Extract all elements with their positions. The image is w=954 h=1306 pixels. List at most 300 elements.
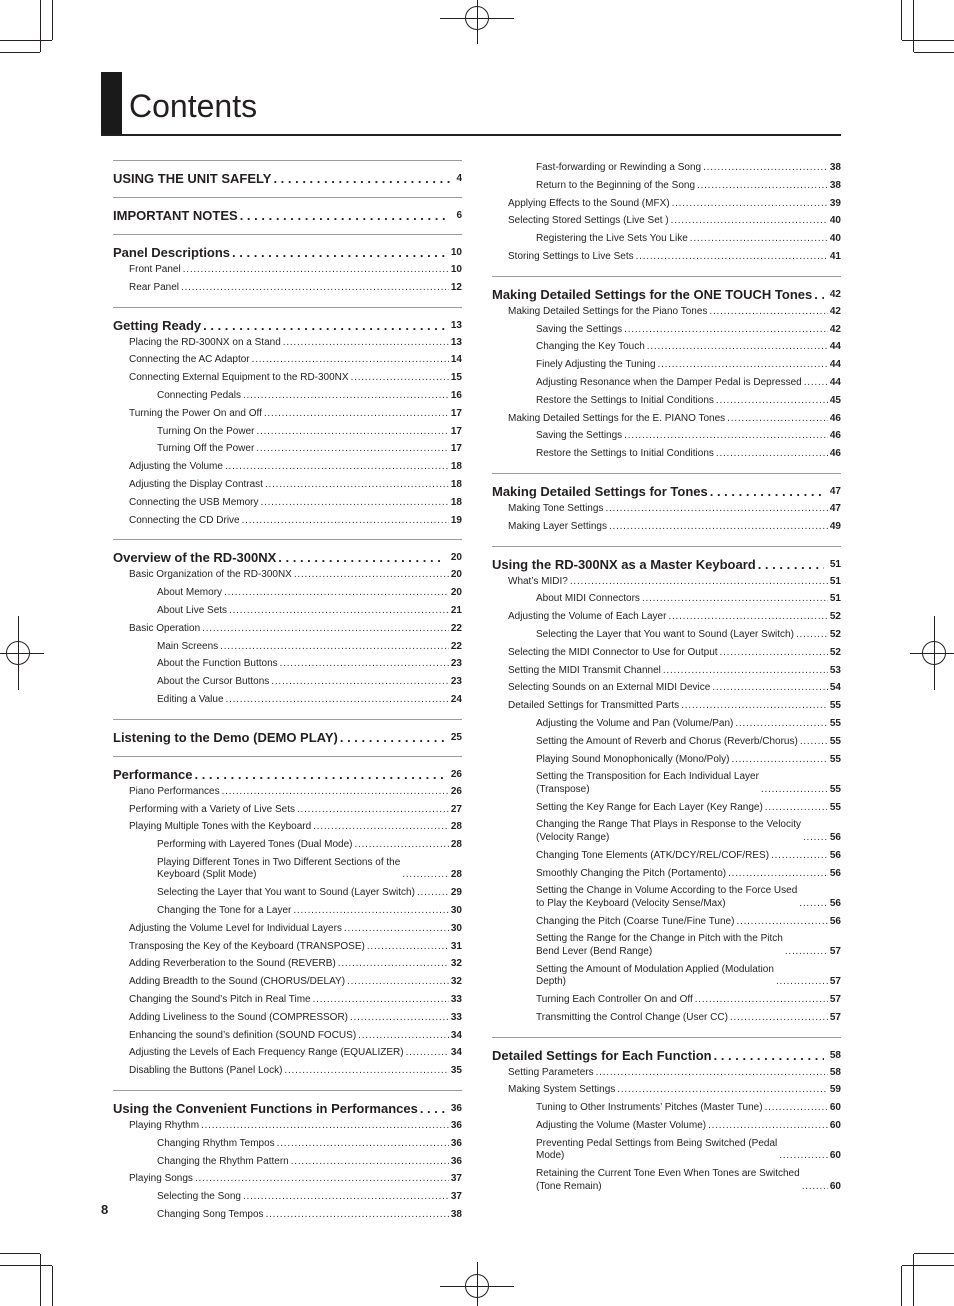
toc-label: Fast-forwarding or Rewinding a Song (536, 162, 702, 173)
leader-dots (291, 1156, 449, 1169)
toc-subentry[interactable] (492, 933, 841, 958)
leader-dots (271, 676, 449, 689)
toc-label: Return to the Beginning of the Song (536, 179, 696, 191)
toc-subentry[interactable] (492, 916, 841, 929)
leader-dots (771, 850, 828, 863)
toc-entry[interactable] (492, 251, 841, 264)
toc-page: 17 (450, 425, 462, 437)
leader-dots (735, 718, 828, 731)
toc-page: 58 (829, 1049, 841, 1061)
leader-dots (406, 1047, 449, 1060)
toc-label: Adding Breadth to the Sound (CHORUS/DELAY) (129, 976, 346, 988)
leader-dots (803, 832, 828, 845)
toc-page: 46 (829, 412, 841, 424)
leader-dots (273, 170, 450, 187)
toc-page: 55 (829, 735, 841, 747)
toc-page: 56 (829, 915, 841, 927)
leader-dots (417, 887, 449, 900)
toc-entry[interactable] (113, 804, 462, 817)
toc-label: Changing the Rhythm Pattern (157, 1155, 289, 1167)
toc-subentry[interactable] (492, 754, 841, 767)
toc-subentry[interactable] (113, 658, 462, 671)
toc-label: Using the RD-300NX as a Master Keyboard (492, 556, 756, 572)
toc-label: About Memory (157, 587, 223, 599)
toc-page: 24 (450, 693, 462, 705)
toc-page: 18 (450, 478, 462, 490)
toc-page: 22 (450, 622, 462, 634)
page-number: 8 (101, 1202, 109, 1217)
toc-page: 55 (829, 717, 841, 729)
toc-section-heading[interactable] (492, 1047, 841, 1064)
toc-entry[interactable] (113, 958, 462, 971)
toc-subentry[interactable] (492, 359, 841, 372)
crop-mark (0, 40, 52, 41)
toc-entry[interactable] (113, 282, 462, 295)
toc-subentry[interactable] (492, 629, 841, 642)
toc-page: 38 (829, 179, 841, 191)
toc-page: 56 (829, 867, 841, 879)
toc-page: 20 (450, 552, 462, 564)
toc-entry[interactable] (113, 515, 462, 528)
toc-page: 53 (829, 664, 841, 676)
toc-section (492, 160, 841, 276)
toc-page: 60 (829, 1102, 841, 1114)
leader-dots (232, 244, 445, 261)
toc-subentry[interactable] (492, 341, 841, 354)
leader-dots (203, 317, 445, 334)
toc-subentry[interactable] (492, 994, 841, 1007)
toc-entry[interactable] (113, 623, 462, 636)
toc-page: 23 (450, 658, 462, 670)
toc-subentry[interactable] (492, 802, 841, 815)
toc-label: Basic Operation (129, 622, 201, 634)
toc-entry[interactable] (113, 354, 462, 367)
leader-dots (728, 868, 828, 881)
toc-entry[interactable] (492, 1084, 841, 1097)
toc-entry[interactable] (113, 497, 462, 510)
toc-subentry[interactable] (113, 905, 462, 918)
toc-entry[interactable] (113, 1012, 462, 1025)
toc-entry[interactable] (113, 976, 462, 989)
toc-page: 47 (829, 485, 841, 497)
toc-label: Basic Organization of the RD-300NX (129, 569, 292, 581)
toc-subentry[interactable] (492, 377, 841, 390)
toc-page: 57 (829, 993, 841, 1005)
toc-page: 56 (829, 897, 841, 909)
toc-subentry[interactable] (492, 718, 841, 731)
leader-dots (731, 754, 827, 767)
toc-page: 52 (829, 611, 841, 623)
leader-dots (347, 976, 449, 989)
toc-label: Placing the RD-300NX on a Stand (129, 336, 281, 348)
toc-section (113, 197, 462, 234)
leader-dots (181, 282, 449, 295)
toc-label: Detailed Settings for Transmitted Parts (508, 700, 680, 712)
toc-entry[interactable] (113, 1047, 462, 1060)
leader-dots (367, 941, 449, 954)
toc-page: 20 (450, 587, 462, 599)
toc-subentry[interactable] (492, 1120, 841, 1133)
toc-subentry[interactable] (492, 448, 841, 461)
toc-page: 49 (829, 520, 841, 532)
toc-page: 20 (450, 569, 462, 581)
leader-dots (776, 976, 828, 989)
toc-entry[interactable] (492, 503, 841, 516)
toc-label: Restore the Settings to Initial Conditions (536, 394, 714, 406)
toc-label: Making Tone Settings (508, 502, 604, 514)
leader-dots (800, 736, 828, 749)
toc-page: 26 (450, 768, 462, 780)
toc-subentry[interactable] (492, 1168, 841, 1193)
toc-label: Changing the Key Touch (536, 341, 645, 353)
toc-page: 51 (829, 558, 841, 570)
toc-label: Adjusting the Volume Level for Individual Layers (129, 922, 342, 934)
leader-dots (261, 497, 449, 510)
leader-dots (647, 341, 828, 354)
leader-dots (708, 1120, 828, 1133)
leader-dots (730, 1012, 828, 1025)
toc-subentry[interactable] (492, 395, 841, 408)
toc-entry[interactable] (492, 198, 841, 211)
crop-mark (901, 0, 902, 40)
toc-label: Retaining the Current Tone Even When Tones are Switched (Tone Remain) (536, 1168, 800, 1192)
leader-dots (229, 605, 449, 618)
toc-page: 28 (450, 869, 462, 881)
toc-label: Adjusting Resonance when the Damper Pedal is Depressed (536, 376, 802, 388)
leader-dots (420, 1100, 445, 1117)
toc-label: Turning Each Controller On and Off (536, 993, 693, 1005)
toc-entry[interactable] (492, 576, 841, 589)
toc-label: Restore the Settings to Initial Conditions (536, 448, 714, 460)
toc-subentry[interactable] (113, 839, 462, 852)
toc-entry[interactable] (492, 647, 841, 660)
toc-label: Turning the Power On and Off (129, 407, 262, 419)
toc-entry[interactable] (113, 372, 462, 385)
leader-dots (712, 682, 828, 695)
leader-dots (727, 413, 828, 426)
leader-dots (681, 700, 828, 713)
toc-page: 19 (450, 514, 462, 526)
toc-label: Registering the Live Sets You Like (536, 233, 688, 245)
leader-dots (765, 1102, 828, 1115)
toc-subentry[interactable] (113, 1191, 462, 1204)
toc-label: Front Panel (129, 264, 181, 275)
toc-label: Main Screens (157, 640, 219, 652)
toc-label: Adjusting the Volume (Master Volume) (536, 1119, 707, 1131)
toc-subentry[interactable] (492, 593, 841, 606)
toc-subentry[interactable] (113, 641, 462, 654)
toc-entry[interactable] (113, 408, 462, 421)
leader-dots (195, 1173, 449, 1186)
toc-label: About Live Sets (157, 604, 228, 616)
leader-dots (636, 251, 828, 264)
toc-label: Changing Rhythm Tempos (157, 1137, 275, 1149)
toc-subentry[interactable] (113, 1138, 462, 1151)
toc-page: 52 (829, 646, 841, 658)
toc-entry[interactable] (492, 521, 841, 534)
toc-label: Setting the Amount of Modulation Applied (Modulation Depth) (536, 963, 774, 988)
toc-column-right (492, 160, 841, 1205)
toc-subentry[interactable] (113, 443, 462, 456)
toc-entry[interactable] (113, 461, 462, 474)
toc-label: Turning Off the Power (157, 443, 255, 455)
toc-subentry[interactable] (113, 857, 462, 882)
leader-dots (642, 593, 828, 606)
toc-label: Making Detailed Settings for the E. PIANO Tones (508, 412, 726, 424)
toc-page: 25 (450, 731, 462, 743)
toc-section-heading[interactable] (113, 766, 462, 783)
leader-dots (252, 354, 449, 367)
toc-label: Selecting Sounds on an External MIDI Device (508, 682, 711, 694)
toc-section-heading[interactable] (113, 170, 462, 187)
toc-entry[interactable] (492, 611, 841, 624)
toc-page: 29 (450, 887, 462, 899)
toc-page: 60 (829, 1119, 841, 1131)
toc-section-heading[interactable] (113, 549, 462, 566)
toc-label: About the Cursor Buttons (157, 676, 270, 688)
crop-mark (914, 52, 954, 53)
toc-entry[interactable] (492, 413, 841, 426)
toc-subentry[interactable] (492, 1138, 841, 1163)
toc-page: 56 (829, 831, 841, 843)
leader-dots (350, 1012, 449, 1025)
toc-subentry[interactable] (492, 736, 841, 749)
toc-entry[interactable] (492, 665, 841, 678)
toc-label: Adjusting the Volume of Each Layer (508, 611, 667, 623)
toc-subentry[interactable] (492, 771, 841, 796)
toc-entry[interactable] (113, 1173, 462, 1186)
toc-subentry[interactable] (492, 180, 841, 193)
toc-page: 41 (829, 250, 841, 262)
toc-entry[interactable] (492, 306, 841, 319)
toc-page: 37 (450, 1191, 462, 1203)
toc-entry[interactable] (113, 337, 462, 350)
leader-dots (796, 629, 828, 642)
toc-column-left (113, 160, 462, 1234)
toc-page: 44 (829, 376, 841, 388)
leader-dots (658, 359, 828, 372)
toc-entry[interactable] (113, 821, 462, 834)
leader-dots (313, 821, 449, 834)
leader-dots (340, 729, 445, 746)
toc-label: Setting the Amount of Reverb and Chorus (Reverb/Chorus) (536, 735, 798, 747)
leader-dots (284, 1065, 448, 1078)
toc-page: 40 (829, 215, 841, 227)
leader-dots (761, 784, 828, 797)
toc-label: Selecting the MIDI Connector to Use for Output (508, 646, 718, 658)
toc-label: Connecting the USB Memory (129, 496, 259, 508)
toc-page: 36 (450, 1102, 462, 1114)
toc-label: Adjusting the Volume (129, 461, 223, 473)
leader-dots (804, 377, 828, 390)
leader-dots (358, 1030, 449, 1043)
leader-dots (183, 264, 449, 277)
leader-dots (226, 694, 449, 707)
toc-entry[interactable] (113, 569, 462, 582)
crop-mark (914, 1253, 954, 1254)
toc-label: Adjusting the Volume and Pan (Volume/Pan) (536, 717, 734, 729)
toc-subentry[interactable] (113, 887, 462, 900)
toc-section-heading[interactable] (492, 286, 841, 303)
toc-page: 52 (829, 628, 841, 640)
toc-page: 60 (829, 1180, 841, 1192)
toc-entry[interactable] (113, 1030, 462, 1043)
toc-subentry[interactable] (492, 1012, 841, 1025)
toc-subentry[interactable] (492, 819, 841, 844)
leader-dots (570, 576, 828, 589)
leader-dots (609, 521, 828, 534)
toc-section-heading[interactable] (113, 729, 462, 746)
leader-dots (243, 390, 449, 403)
toc-page: 51 (829, 593, 841, 605)
toc-label: What’s MIDI? (508, 575, 568, 587)
toc-subentry[interactable] (113, 390, 462, 403)
toc-entry[interactable] (113, 941, 462, 954)
crop-mark (40, 0, 41, 52)
toc-entry[interactable] (492, 1067, 841, 1080)
leader-dots (293, 905, 449, 918)
toc-page: 57 (829, 976, 841, 988)
toc-label: Transposing the Key of the Keyboard (TRANSPOSE) (129, 940, 365, 952)
toc-label: Preventing Pedal Settings from Being Switched (Pedal Mode) (536, 1137, 778, 1162)
toc-section (113, 234, 462, 307)
toc-label: Adjusting the Levels of Each Frequency Range (EQUALIZER) (129, 1047, 404, 1059)
toc-entry[interactable] (113, 1065, 462, 1078)
toc-page: 60 (829, 1150, 841, 1162)
toc-page: 36 (450, 1137, 462, 1149)
toc-label: IMPORTANT NOTES (113, 208, 238, 223)
toc-page: 4 (456, 173, 462, 184)
toc-subentry[interactable] (113, 1156, 462, 1169)
toc-page: 42 (829, 323, 841, 335)
toc-label: Performance (113, 766, 193, 782)
toc-label: Changing the Range That Plays in Response to the Velocity (Velocity Range) (536, 819, 801, 843)
toc-section (113, 539, 462, 718)
toc-page: 46 (829, 448, 841, 460)
toc-section-heading[interactable] (113, 317, 462, 334)
toc-section (492, 276, 841, 473)
toc-entry[interactable] (113, 264, 462, 277)
toc-section-heading[interactable] (113, 1100, 462, 1117)
toc-entry[interactable] (113, 479, 462, 492)
toc-label: Panel Descriptions (113, 245, 231, 260)
toc-subentry[interactable] (113, 587, 462, 600)
leader-dots (256, 426, 448, 439)
leader-dots (202, 623, 449, 636)
crop-mark (913, 0, 914, 52)
leader-dots (663, 665, 828, 678)
toc-label: Editing a Value (157, 693, 224, 705)
toc-label: Changing the Sound’s Pitch in Real Time (129, 994, 311, 1005)
toc-label: Piano Performances (129, 785, 220, 797)
toc-page: 13 (450, 319, 462, 331)
toc-subentry[interactable] (492, 233, 841, 246)
toc-entry[interactable] (492, 215, 841, 228)
toc-entry[interactable] (492, 682, 841, 695)
toc-label: Setting the Range for the Change in Pitch with the Pitch Bend Lever (Bend Range) (536, 933, 783, 957)
leader-dots (220, 641, 449, 654)
toc-label: Rear Panel (129, 281, 180, 293)
toc-page: 28 (450, 839, 462, 851)
toc-subentry[interactable] (492, 885, 841, 910)
crop-mark (901, 1266, 902, 1306)
toc-subentry[interactable] (492, 964, 841, 989)
leader-dots (283, 337, 449, 350)
toc-label: Changing the Tone for a Layer (157, 905, 292, 917)
crop-mark (902, 40, 954, 41)
toc-page: 30 (450, 922, 462, 934)
toc-section-heading[interactable] (492, 483, 841, 500)
crop-mark (0, 1253, 40, 1254)
toc-page: 54 (829, 682, 841, 694)
toc-label: Setting the Change in Volume According to the Force Used to Play the Keyboard (Velocity Sense/Max) (536, 885, 798, 909)
toc-subentry[interactable] (492, 430, 841, 443)
toc-page: 10 (450, 264, 462, 275)
toc-subentry[interactable] (492, 324, 841, 337)
crop-mark (913, 1254, 914, 1306)
toc-section-heading[interactable] (492, 556, 841, 573)
toc-page: 57 (829, 945, 841, 957)
toc-subentry[interactable] (492, 868, 841, 881)
toc-label: Playing Songs (129, 1173, 193, 1185)
toc-label: Enhancing the sound’s definition (SOUND FOCUS) (129, 1029, 357, 1041)
toc-page: 16 (450, 389, 462, 401)
leader-dots (256, 443, 449, 456)
toc-section (113, 307, 462, 540)
toc-subentry[interactable] (492, 162, 841, 175)
toc-page: 32 (450, 958, 462, 970)
toc-section-heading[interactable] (113, 207, 462, 224)
toc-entry[interactable] (492, 700, 841, 713)
toc-page: 33 (450, 1011, 462, 1023)
toc-page: 38 (829, 162, 841, 173)
toc-page: 47 (829, 502, 841, 514)
leader-dots (243, 1191, 449, 1204)
toc-subentry[interactable] (113, 605, 462, 618)
toc-page: 17 (450, 407, 462, 419)
toc-label: Performing with Layered Tones (Dual Mode) (157, 839, 353, 851)
toc-label: Setting the MIDI Transmit Channel (508, 664, 661, 676)
toc-subentry[interactable] (113, 676, 462, 689)
toc-subentry[interactable] (492, 850, 841, 863)
leader-dots (624, 324, 828, 337)
toc-page: 59 (829, 1084, 841, 1096)
toc-entry[interactable] (113, 994, 462, 1007)
leader-dots (278, 549, 445, 566)
toc-label: Storing Settings to Live Sets (508, 250, 634, 262)
toc-section-heading[interactable] (113, 244, 462, 261)
toc-subentry[interactable] (113, 426, 462, 439)
toc-page: 55 (829, 700, 841, 712)
leader-dots (344, 923, 449, 936)
toc-label: Finely Adjusting the Tuning (536, 359, 656, 371)
toc-subentry[interactable] (492, 1102, 841, 1115)
toc-subentry[interactable] (113, 1209, 462, 1222)
toc-entry[interactable] (113, 786, 462, 799)
toc-subentry[interactable] (113, 694, 462, 707)
toc-page: 15 (450, 372, 462, 384)
toc-page: 18 (450, 461, 462, 473)
toc-label: Connecting the CD Drive (129, 514, 240, 526)
toc-page: 27 (450, 803, 462, 815)
toc-label: Making Detailed Settings for Tones (492, 483, 708, 499)
leader-dots (242, 515, 449, 528)
toc-label: Selecting the Layer that You want to Sound (Layer Switch) (157, 887, 415, 899)
toc-page: 10 (450, 247, 462, 258)
toc-page: 34 (450, 1029, 462, 1041)
toc-entry[interactable] (113, 1120, 462, 1133)
toc-entry[interactable] (113, 923, 462, 936)
